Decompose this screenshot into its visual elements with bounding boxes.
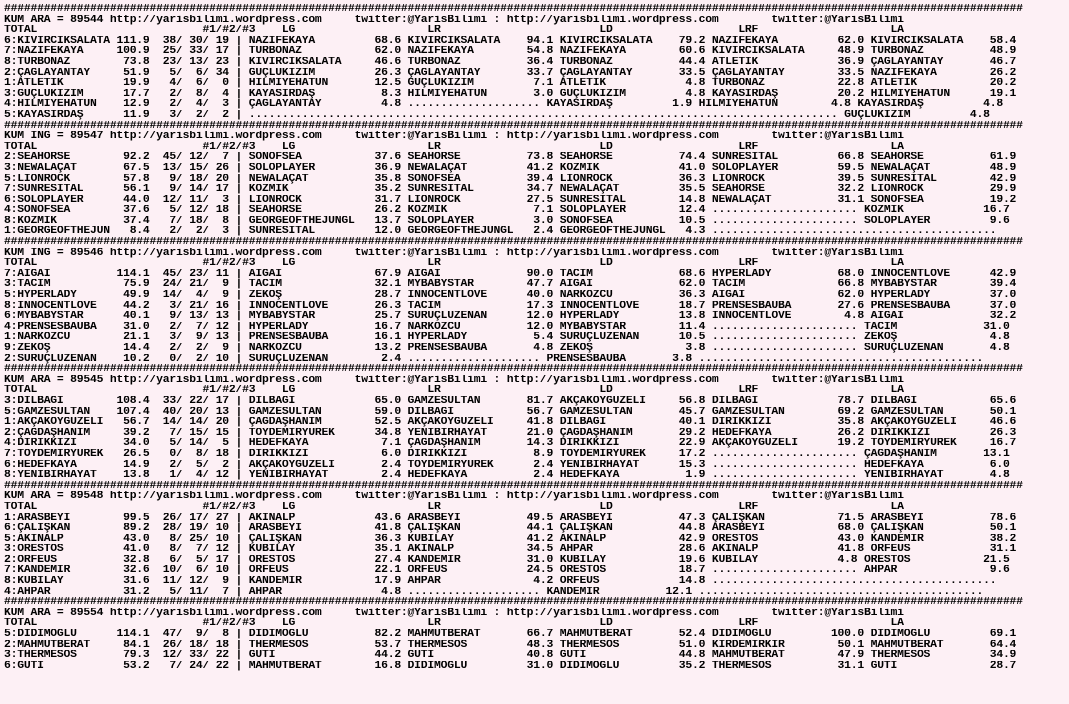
data-row: 6:KIVIRCIKSALATA 111.9 38/ 30/ 19 | NAZİFEKAYA 68.6 KIVIRCIKSALATA 94.1 KIVIRCIKSALATA 79.2 NAZİFEKAYA 62.0 KIVIRCIKSALATA 58.4 [4, 35, 1017, 47]
data-row: 7:AIGAI 114.1 45/ 23/ 11 | AIGAI 67.9 AIGAI 90.0 TACIM 68.6 HYPERLADY 68.0 INNOCENTLOVE 42.9 [4, 268, 1017, 280]
data-row: 8:KOZMİK 37.4 7/ 18/ 8 | GEORGEOFTHEJUNGL 13.7 SOLOPLAYER 3.0 SONOFSEA 10.5 ...................... SOLOPLAYER 9.6 [4, 215, 1010, 227]
data-row: 7:TOYDEMİRYÜREK 26.5 0/ 8/ 18 | DİRİKKIZI 6.0 DİRİKKIZI 8.9 TOYDEMİRYÜREK 17.2 ...................... ÇAĞDAŞHANIM 13.1 [4, 448, 1010, 460]
data-row: 2:SEAHORSE 92.2 45/ 12/ 7 | SONOFSEA 37.6 SEAHORSE 73.8 SEAHORSE 74.4 SUNRESITAL 66.8 SEAHORSE 61.9 [4, 152, 1017, 163]
separator-row: ########################################################################################################################################################## [4, 4, 1023, 15]
column-header: TOTAL #1/#2/#3 LG LR LD LRF LA [4, 618, 904, 630]
data-row: 2:ÇAĞDAŞHANIM 39.2 7/ 15/ 15 | TOYDEMİRYÜREK 34.8 YENİBİRHAYAT 21.0 ÇAĞDAŞHANIM 29.2 HEDEFKAYA 26.2 DİRİKKIZI 26.3 [4, 427, 1017, 439]
data-row: 5:LIONROCK 57.8 9/ 18/ 20 | NEWALAÇAT 35.8 SONOFSEA 39.4 LIONROCK 36.3 LIONROCK 39.5 SUNRESİTAL 42.9 [4, 173, 1017, 185]
column-header: TOTAL #1/#2/#3 LG LR LD LRF LA [4, 258, 904, 269]
data-row: 3:NEWALAÇAT 67.5 13/ 15/ 26 | SOLOPLAYER 36.9 NEWALAÇAT 41.2 KOZMİK 41.0 SOLOPLAYER 59.5 NEWALAÇAT 48.9 [4, 162, 1017, 174]
column-header: TOTAL #1/#2/#3 LG LR LD LRF LA [4, 501, 904, 513]
data-row: 3:ORESTOS 41.0 8/ 7/ 12 | KUBİLAY 35.1 AKINALP 34.5 AHPAR 28.6 AKINALP 41.8 ORFEUS 31.1 [4, 544, 1017, 555]
separator-row: ########################################################################################################################################################## [4, 120, 1023, 132]
data-row: 2:SURUÇLUZENAN 10.2 0/ 2/ 10 | SURUÇLUZENAN 2.4 .................... PRENSESBAUBA 3.8 ........................................... [4, 353, 984, 365]
data-row: 3:THERMESOS 79.3 12/ 33/ 22 | GUTİ 44.2 GUTİ 40.8 GUTİ 44.8 MAHMUTBERAT 47.9 THERMESOS 34.9 [4, 650, 1017, 661]
data-row: 8:TURBONAZ 73.8 23/ 13/ 23 | KIVIRCIKSALATA 46.6 TURBONAZ 36.4 TURBONAZ 44.4 ATLETİK 36.9 ÇAĞLAYANTAY 46.7 [4, 56, 1017, 68]
data-row: 1:AKÇAKÖYGÜZELİ 56.7 14/ 14/ 20 | ÇAĞDAŞHANIM 52.5 AKÇAKÖYGÜZELİ 41.8 DİLBAĞI 40.1 DİRİKKIZI 35.8 AKÇAKÖYGÜZELİ 46.6 [4, 417, 1017, 428]
data-row: 2:ÇAĞLAYANTAY 51.9 5/ 6/ 34 | GÜÇLÜKIZIM 26.3 ÇAĞLAYANTAY 33.7 ÇAĞLAYANTAY 33.5 ÇAĞLAYANTAY 33.5 NAZİFEKAYA 26.2 [4, 67, 1017, 79]
separator-row: ########################################################################################################################################################## [4, 364, 1023, 375]
race-header: KUM ARA = 89545 http://yarisbilimi.wordpress.com twitter:@YarisBilimi : http://yarisbilimi.wordpress.com twitter:@YarisBilimi [4, 374, 904, 386]
data-row: 4:HİLMİYEHATUN 12.9 2/ 4/ 3 | ÇAĞLAYANTAY 4.8 .................... KAYASIRDAŞ 1.9 HİLMİYEHATUN 4.8 KAYASIRDAŞ 4.8 [4, 99, 1003, 110]
data-row: 7:KANDEMİR 32.6 10/ 6/ 10 | ORFEUS 22.1 ORFEUS 24.5 ORESTOS 18.7 ...................... AHPAR 9.6 [4, 565, 1010, 577]
data-row: 7:SUNRESİTAL 56.1 9/ 14/ 17 | KOZMİK 35.2 SUNRESİTAL 34.7 NEWALAÇAT 35.5 SEAHORSE 32.2 LIONROCK 29.9 [4, 184, 1017, 195]
race-header: KUM ARA = 89548 http://yarisbilimi.wordpress.com twitter:@YarisBilimi : http://yarisbilimi.wordpress.com twitter:@YarisBilimi [4, 491, 904, 502]
data-row: 1:NARKOZCU 21.1 3/ 9/ 13 | PRENSESBAUBA 16.1 HYPERLADY 5.4 SURUÇLUZENAN 10.5 ...................... ZEKOŞ 4.8 [4, 332, 1010, 343]
race-header: KUM ING = 89547 http://yarisbilimi.wordpress.com twitter:@YarisBilimi : http://yarisbilimi.wordpress.com twitter:@YarisBilimi [4, 131, 904, 142]
separator-row: ########################################################################################################################################################## [4, 597, 1023, 608]
data-row: 7:NAZİFEKAYA 100.9 25/ 33/ 17 | TURBONAZ 62.0 NAZİFEKAYA 54.8 NAZİFEKAYA 60.6 KIVIRCIKSALATA 48.9 TURBONAZ 48.9 [4, 46, 1017, 57]
data-row: 5:GAMZESULTAN 107.4 40/ 20/ 13 | GAMZESULTAN 59.0 DİLBAĞI 56.7 GAMZESULTAN 45.7 GAMZESULTAN 69.2 GAMZESULTAN 50.1 [4, 406, 1017, 418]
data-row: 4:SONOFSEA 37.6 5/ 12/ 18 | SEAHORSE 26.2 KOZMİK 7.1 SOLOPLAYER 12.4 ...................... KOZMİK 16.7 [4, 205, 1010, 216]
data-row: 4:DİRİKKIZI 34.0 5/ 14/ 5 | HEDEFKAYA 7.1 ÇAĞDAŞHANIM 14.3 DİRİKKIZI 22.9 AKÇAKÖYGÜZELİ 19.2 TOYDEMİRYÜREK 16.7 [4, 438, 1017, 449]
data-row: 5:KAYASIRDAŞ 11.9 3/ 2/ 2 | ......................................................................................... GÜÇLÜKIZIM 4.8 [4, 109, 990, 121]
column-header: TOTAL #1/#2/#3 LG LR LD LRF LA [4, 141, 904, 153]
race-header: KUM ARA = 89544 http://yarisbilimi.wordpress.com twitter:@YarisBilimi : http://yarisbilimi.wordpress.com twitter:@YarisBilimi [4, 14, 904, 26]
data-row: 5:AKINALP 43.0 8/ 25/ 10 | ÇALIŞKAN 36.3 KUBİLAY 41.2 AKINALP 42.9 ORESTOS 43.0 KANDEMİR 38.2 [4, 533, 1017, 545]
data-row: 3:DİLBAĞI 108.4 33/ 22/ 17 | DİLBAĞI 65.0 GAMZESULTAN 81.7 AKÇAKÖYGÜZELİ 56.8 DİLBAĞI 78.7 DİLBAĞI 65.6 [4, 395, 1017, 407]
data-row: 8:KUBİLAY 31.6 11/ 12/ 9 | KANDEMİR 17.9 AHPAR 4.2 ORFEUS 14.8 ........................................... [4, 576, 997, 587]
data-row: 3:TACIM 75.9 24/ 21/ 9 | TACIM 32.1 MYBABYSTAR 47.7 AIGAI 62.0 TACIM 66.8 MYBABYSTAR 39.4 [4, 279, 1017, 291]
race-header: KUM ING = 89546 http://yarisbilimi.wordpress.com twitter:@YarisBilimi : http://yarisbilimi.wordpress.com twitter:@YarisBilimi [4, 247, 904, 259]
data-row: 5:DİDİMOĞLU 114.1 47/ 9/ 8 | DİDİMOĞLU 82.2 MAHMUTBERAT 66.7 MAHMUTBERAT 52.4 DİDİMOĞLU 100.0 DİDİMOĞLU 69.1 [4, 629, 1017, 640]
data-row: 6:ÇALIŞKAN 89.2 28/ 19/ 10 | ARASBEYİ 41.8 ÇALIŞKAN 44.1 ÇALIŞKAN 44.8 ARASBEYİ 68.0 ÇALIŞKAN 50.1 [4, 523, 1017, 534]
data-row: 6:MYBABYSTAR 40.1 9/ 13/ 13 | MYBABYSTAR 25.7 SURUÇLUZENAN 12.0 HYPERLADY 13.8 INNOCENTLOVE 4.8 AIGAI 32.2 [4, 311, 1017, 322]
data-row: 1:ARASBEYİ 99.5 26/ 17/ 27 | AKINALP 43.6 ARASBEYİ 49.5 ARASBEYİ 47.3 ÇALIŞKAN 71.5 ARASBEYİ 78.6 [4, 512, 1017, 524]
column-header: TOTAL #1/#2/#3 LG LR LD LRF LA [4, 385, 904, 396]
data-row: 3:GÜÇLÜKIZIM 17.7 2/ 8/ 4 | KAYASIRDAŞ 8.3 HİLMİYEHATUN 3.0 GÜÇLÜKIZIM 4.8 KAYASIRDAŞ 20.2 HİLMİYEHATUN 19.1 [4, 88, 1017, 100]
data-row: 6:SOLOPLAYER 44.0 12/ 11/ 3 | LIONROCK 31.7 LIONROCK 27.5 SUNRESİTAL 14.8 NEWALAÇAT 31.1 SONOFSEA 19.2 [4, 194, 1017, 206]
data-row: 2:MAHMUTBERAT 84.1 26/ 18/ 18 | THERMESOS 53.7 THERMESOS 48.3 THERMESOS 51.0 KIRDEMİRKIR 50.1 MAHMUTBERAT 64.4 [4, 639, 1017, 651]
data-row: 5:HYPERLADY 49.9 14/ 4/ 9 | ZEKOŞ 28.7 INNOCENTLOVE 40.0 NARKOZCU 36.3 AIGAI 62.0 HYPERLADY 37.0 [4, 290, 1017, 301]
data-row: 4:PRENSESBAUBA 31.0 2/ 7/ 12 | HYPERLADY 16.7 NARKOZCU 12.0 MYBABYSTAR 11.4 ...................... TACIM 31.0 [4, 321, 1010, 333]
data-row: 6:HEDEFKAYA 14.9 2/ 5/ 2 | AKÇAKÖYGÜZELİ 2.4 TOYDEMİRYÜREK 2.4 YENİBİRHAYAT 15.3 ...................... HEDEFKAYA 6.0 [4, 459, 1010, 471]
data-row: 8:INNOCENTLOVE 44.2 3/ 21/ 16 | INNOCENTLOVE 26.3 TACIM 17.3 INNOCENTLOVE 18.7 PRENSESBAUBA 27.6 PRENSESBAUBA 37.0 [4, 300, 1017, 312]
data-row: 9:ZEKOŞ 14.4 2/ 2/ 9 | NARKOZCU 13.2 PRENSESBAUBA 4.8 ZEKOŞ 3.8 ...................... SURUÇLUZENAN 4.8 [4, 343, 1010, 354]
data-row: 1:ATLETİK 19.9 4/ 6/ 0 | HİLMİYEHATUN 12.5 GÜÇLÜKIZIM 7.1 ATLETİK 4.8 TURBONAZ 22.8 ATLETİK 20.2 [4, 78, 1017, 89]
data-row: 1:GEORGEOFTHEJUN 8.4 2/ 2/ 3 | SUNRESİTAL 12.0 GEORGEOFTHEJUNGL 2.4 GEORGEOFTHEJUNGL 4.3 ........................................... [4, 226, 997, 238]
data-row: 2:ORFEUS 32.8 6/ 5/ 17 | ORESTOS 27.4 KANDEMİR 31.0 KUBİLAY 19.6 KUBİLAY 4.8 ORESTOS 21.5 [4, 554, 1010, 566]
column-header: TOTAL #1/#2/#3 LG LR LD LRF LA [4, 25, 904, 36]
separator-row: ########################################################################################################################################################## [4, 480, 1023, 492]
data-row: 4:AHPAR 31.2 5/ 11/ 7 | AHPAR 4.8 .................... KANDEMİR 12.1 ........................................... [4, 586, 984, 598]
race-header: KUM ARA = 89554 http://yarisbilimi.wordpress.com twitter:@YarisBilimi : http://yarisbilimi.wordpress.com twitter:@YarisBilimi [4, 607, 904, 619]
data-row: 6:GUTİ 53.2 7/ 24/ 22 | MAHMUTBERAT 16.8 DİDİMOĞLU 31.0 DİDİMOĞLU 35.2 THERMESOS 31.1 GUTİ 28.7 [4, 660, 1017, 672]
data-row: 8:YENİBİRHAYAT 13.8 1/ 4/ 12 | YENİBİRHAYAT 2.4 HEDEFKAYA 2.4 HEDEFKAYA 1.9 ...................... YENİBİRHAYAT 4.8 [4, 470, 1010, 481]
separator-row: ########################################################################################################################################################## [4, 237, 1023, 248]
